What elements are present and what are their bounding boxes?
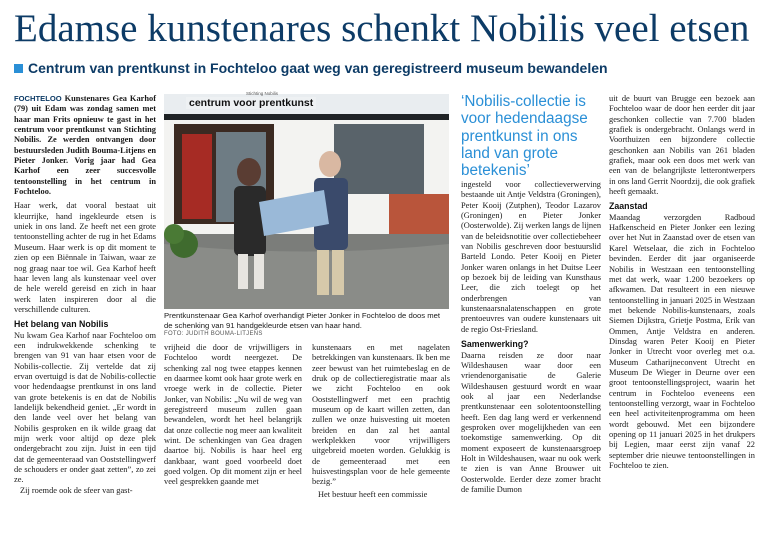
photo-illustration bbox=[164, 94, 449, 309]
headline: Edamse kunstenares schenkt Nobilis veel etsen bbox=[14, 7, 750, 50]
paragraph: vrijheid die door de vrijwilligers in Fochteloo wordt neergezet. De schenking zal nog twee etappes kennen en daarmee komt ook haar grote werk en vroege werk in de collectie. Pieter Jonker, van Nobilis: „Nu wil de weg van geregistreerd museum zullen gaan bewandelen, wordt het heel belangrijk dat onze collectie nog meer aan kwaliteit wint. De schenkingen van Gea dragen daartoe bij. Nobilis is haar heel erg dankbaar, want goed voorbeeld doet goed volgen. Op dit moment zijn er heel veel gesprekken gaande met bbox=[164, 343, 302, 487]
section-heading: Het belang van Nobilis bbox=[14, 319, 109, 330]
section-heading: Zaanstad bbox=[609, 201, 648, 212]
paragraph: Nu kwam Gea Karhof naar Fochteloo om een indrukwekkende schenking te brengen van 91 van haar etsen voor de Nobilis-collectie. Zij vertelde dat zij ervan overtuigd is dat de Nobilis-collectie voor hedendaagse prentkunst in ons land van grote betekenis is en dat de Nobilis landelijk bekendheid geniet. „Er wordt in den lande veel over het belang van Nobilis gesproken en ik wilde graag dat mijn werk voor altijd op deze plek ondergebracht zou zijn. Juist in een tijd dat de gemeenteraad van Ooststellingwerf de schouders er onder gaat zetten”, zo zei ze. bbox=[14, 330, 156, 485]
paragraph: ingesteld voor collectieverwerving bestaande uit Antje Veldstra (Groningen), Peter Kooij (Zutphen), Teodor Lazarov (Groningen) en Pieter Jonker (Oosterwolde). Zij werken langs de lijnen van de beleidsnotitie over collectiebeheer van Nobilis geschreven door bestuurslid Barteld Londo. Peter Kooij en Pieter Jonker waren onlangs in het Duitse Leer op bezoek bij de leiding van Kunsthaus Leer, die zich toelegt op het onderbrengen van kunstenaarsnalatenschappen en grote prentoeuvres van oudere kunstenaars uit de regio Ost-Friesland. bbox=[461, 180, 602, 334]
section-heading: Samenwerking? bbox=[461, 339, 529, 350]
paragraph: Maandag verzorgden Radboud Hafkenscheid en Pieter Jonker een lezing over het Nut in Zaanstad over de etsen van Karel Wetselaar, die zich in Fochteloo bevinden. Eerder dit jaar organiseerde Nobilis in Westzaan een tentoonstelling met dat werk, waar 1.200 bezoekers op afkwamen. Dat resulteert in een nieuwe tentoonstelling in januari 2025 in Westzaan met bekende Nobilis-kunstenaars, zoals Siemen Dijkstra, Grietje Postma, Erik van Ommen, Antje Veldstra en anderen. Dinsdag waren Peter Kooij en Pieter Jonker in Utrecht voor overleg met o.a. Museum Catharijneconvent Utrecht en Museum De Wieger in Deurne over een groot tentoonstellingsproject, waarin het centrum in Fochteloo eveneens een tentoonstelling verzorgt, waar in Fochteloo een heel activiteitenprogramma om heen wordt gebouwd. Met een bijzondere opening op 11 januari 2025 in het drukpers bij Legien, maar eerst zijn vanaf 22 september drie nieuwe tentoonstellingen in Fochteloo te zien. bbox=[609, 212, 755, 471]
lead-paragraph: Kunstenares Gea Karhof (79) uit Edam was zondag samen met haar man Frits opnieuw te gast in het centrum voor prentkunst van Stichting Nobilis. Ze werden ontvangen door bestuursleden Judith Bouma-Litjens en Pieter Jonker. Vorig jaar had Gea Karhof een zeer succesvolle tentoonstelling in het centrum in Fochteloo. bbox=[14, 94, 156, 197]
photo-sign-text: centrum voor prentkunst bbox=[189, 97, 314, 109]
article-photo bbox=[164, 91, 449, 309]
caption-text: Prentkunstenaar Gea Karhof overhandigt Pieter Jonker in Fochteloo de doos met de schenking van 91 handgekleurde etsen van haar hand. bbox=[164, 311, 441, 330]
square-bullet-icon bbox=[14, 64, 23, 73]
dateline: FOCHTELOO bbox=[14, 94, 62, 103]
article-column-2 bbox=[164, 343, 302, 488]
paragraph: uit de buurt van Brugge een bezoek aan Fochteloo waar de door hen eerder dit jaar geschonken collectie van 7.700 bladen grafiek is ondergebracht. Onlangs werd in Voorthuizen een bijzondere collectie geschonken aan Nobilis van 261 bladen grafiek, maar ook een doos met werk van een van de belangrijkste letterontwerpers in ons land Gerrit Noordzij, die ook grafiek heeft gemaakt. bbox=[609, 94, 755, 197]
photo-caption bbox=[164, 311, 450, 340]
paragraph: Zij roemde ook de sfeer van gast- bbox=[20, 485, 133, 495]
article-column-3 bbox=[312, 343, 450, 500]
pull-quote: ‘Nobilis-collectie is voor hedendaagse prentkunst in ons land van grote betekenis’ bbox=[461, 93, 588, 180]
paragraph: Daarna reisden ze door naar Wildeshausen waar door een vriendenorganisatie de Galerie Wildeshausen gestuurd wordt en waar ook al jaar een Nederlandse prentkunstenaar een solotentoonstelling heeft. Een dag lang werd er verkennend gesproken over mogelijkheden van een toekomstige samenwerking. Op dit moment exposeert de kunstenaarsgroep Holt in Wildeshausen, waar nu ook werk te zien is van Anne Brouwer uit Oosterwolde. Eerder deze zomer bracht de familie Dumon bbox=[461, 350, 601, 494]
photo-credit: FOTO: JUDITH BOUMA-LITJENS bbox=[164, 331, 263, 338]
photo-sign-small: Stichting Nobilis bbox=[246, 91, 279, 96]
article-column-4 bbox=[461, 180, 601, 495]
article-column-5 bbox=[609, 94, 755, 471]
article-column-1 bbox=[14, 94, 156, 496]
paragraph: Haar werk, dat vooral bestaat uit kleurrijke, hand ingekleurde etsen is uniek in ons land. Ze heeft net een grote tentoonstelling achter de rug in het Edams Museum. Haar werk is op dit moment te zien op een Biënnale in Taiwan, waar ze nog graag naar toe wil. Gea Karhof heeft haar leven lang als kunstenaar veel over de hele wereld gereisd en zich in haar werk laten inspireren door al die verschillende culturen. bbox=[14, 201, 156, 314]
photo-sign bbox=[186, 91, 316, 109]
subheadline-text: Centrum van prentkunst in Fochteloo gaat weg van geregistreerd museum bewandelen bbox=[28, 60, 608, 76]
paragraph: Het bestuur heeft een commissie bbox=[318, 489, 428, 499]
subheadline bbox=[14, 60, 754, 76]
paragraph: kunstenaars en met nagelaten betrekkingen van kunstenaars. Ik ben me zeer bewust van het ruimtebeslag en de druk op de collectieregistratie maar als we zicht Fochteloo en ook Ooststellingwerf met een prachtig museum op de kaart willen zetten, dan zullen we onze huisvesting uit moeten breiden en dan zal het aantal werkplekken voor vrijwilligers uitgebreid moeten worden. Gelukkig is de gemeenteraad met een huisvestingsplan voor de hele gemeente bezig.” bbox=[312, 343, 450, 487]
